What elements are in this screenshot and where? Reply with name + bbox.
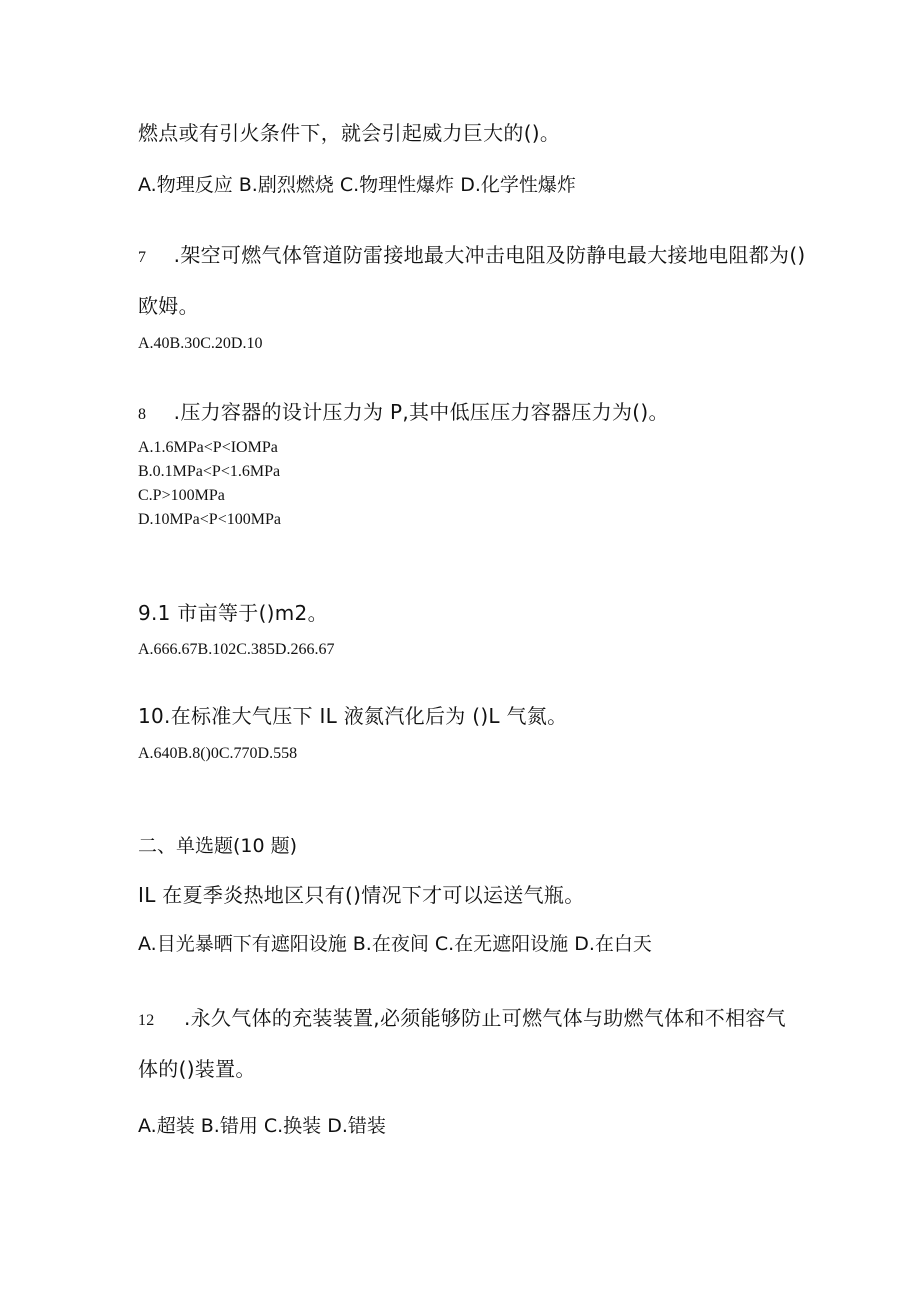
section-heading: 二、单选题(10 题) bbox=[138, 835, 298, 857]
question-10: 10.在标准大气压下 IL 液氮汽化后为 ()L 气氮。 bbox=[138, 704, 568, 728]
question-text: .架空可燃气体管道防雷接地最大冲击电阻及防静电最大接地电阻都为() bbox=[173, 243, 806, 267]
option-b: B.0.1MPa<P<1.6MPa bbox=[138, 463, 281, 480]
question-number: 8 bbox=[138, 406, 147, 423]
question-text: .永久气体的充装装置,必须能够防止可燃气体与助燃气体和不相容气 bbox=[183, 1006, 786, 1030]
question-number: 12 bbox=[138, 1012, 155, 1029]
question-options: A.640B.8()0C.770D.558 bbox=[138, 745, 298, 762]
question-text: .压力容器的设计压力为 P,其中低压压力容器压力为()。 bbox=[173, 400, 669, 424]
question-text: 燃点或有引火条件下，就会引起威力巨大的()。 bbox=[138, 121, 561, 145]
question-text-cont: 欧姆。 bbox=[138, 294, 199, 318]
question-11: IL 在夏季炎热地区只有()情况下才可以运送气瓶。 bbox=[138, 883, 585, 907]
question-7 bbox=[138, 239, 806, 268]
option-d: D.10MPa<P<100MPa bbox=[138, 511, 281, 528]
question-text-cont: 体的()装置。 bbox=[138, 1057, 256, 1081]
question-options: A.超装 B.错用 C.换装 D.错装 bbox=[138, 1115, 386, 1137]
question-options: A.666.67B.102C.385D.266.67 bbox=[138, 641, 335, 658]
question-8 bbox=[138, 396, 669, 425]
question-options: A.目光暴晒下有遮阳设施 B.在夜间 C.在无遮阳设施 D.在白天 bbox=[138, 933, 652, 955]
question-options: A.40B.30C.20D.10 bbox=[138, 335, 263, 352]
question-options: A.物理反应 B.剧烈燃烧 C.物理性爆炸 D.化学性爆炸 bbox=[138, 174, 576, 196]
question-9: 9.1 市亩等于()m2。 bbox=[138, 601, 328, 625]
option-c: C.P>100MPa bbox=[138, 487, 225, 504]
option-a: A.1.6MPa<P<IOMPa bbox=[138, 439, 278, 456]
question-12 bbox=[138, 1002, 786, 1031]
question-number: 7 bbox=[138, 249, 147, 266]
